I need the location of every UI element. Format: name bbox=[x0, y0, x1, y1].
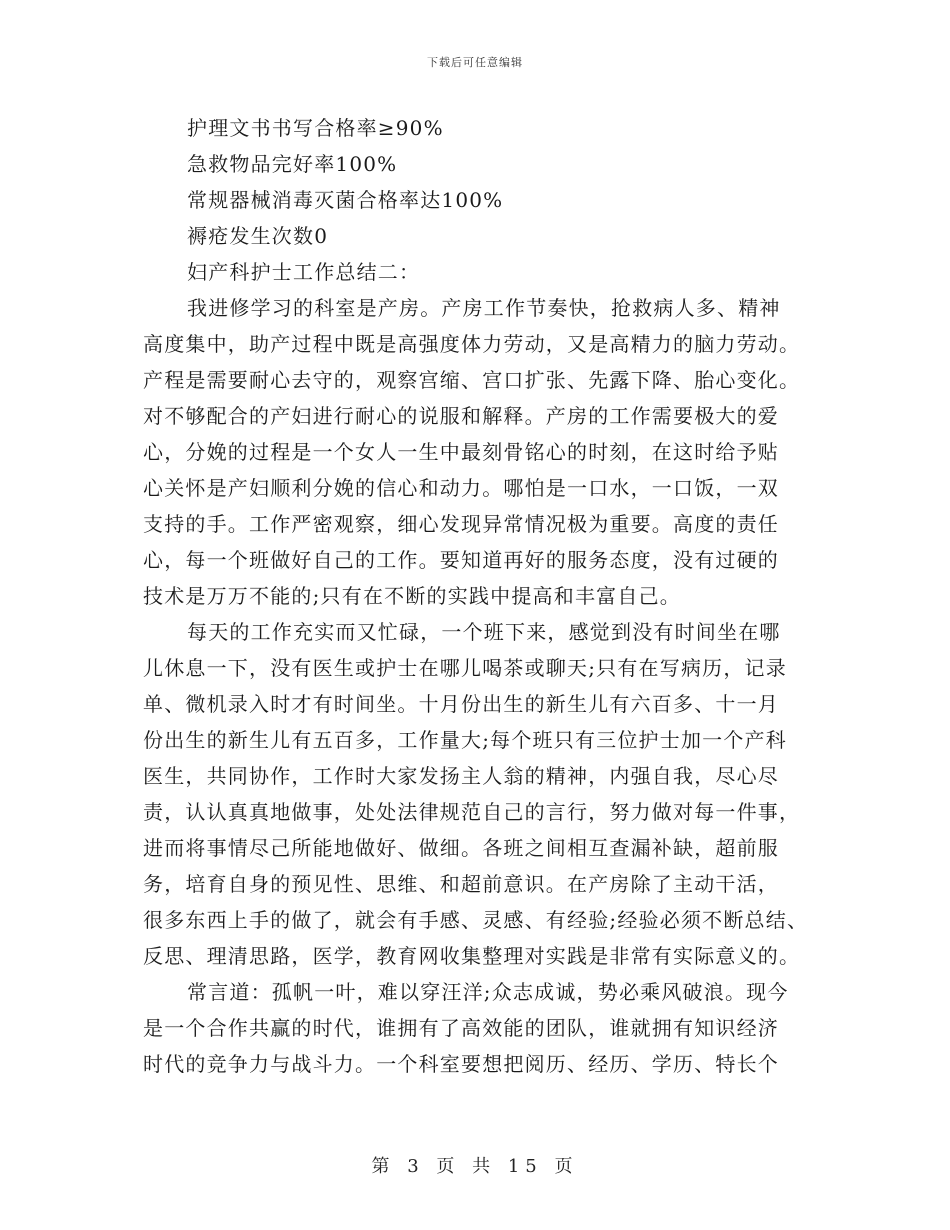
text-line: 份出生的新生儿有五百多，工作量大;每个班只有三位护士加一个产科 bbox=[143, 728, 787, 752]
page-number-footer: 第 3 页 共 15 页 bbox=[371, 1156, 579, 1177]
text-line: 妇产科护士工作总结二： bbox=[187, 260, 421, 284]
text-line: 心关怀是产妇顺利分娩的信心和动力。哪怕是一口水，一口饭，一双 bbox=[143, 476, 779, 500]
text-line: 每天的工作充实而又忙碌，一个班下来，感觉到没有时间坐在哪 bbox=[187, 620, 781, 644]
text-line: 反思、理清思路，医学，教育网收集整理对实践是非常有实际意义的。 bbox=[143, 944, 801, 968]
text-line: 务，培育自身的预见性、思维、和超前意识。在产房除了主动干活， bbox=[143, 872, 779, 896]
text-line: 心，分娩的过程是一个女人一生中最刻骨铭心的时刻，在这时给予贴 bbox=[143, 440, 779, 464]
text-line: 单、微机录入时才有时间坐。十月份出生的新生儿有六百多、十一月 bbox=[143, 692, 779, 716]
text-line: 我进修学习的科室是产房。产房工作节奏快，抢救病人多、精神 bbox=[187, 296, 781, 320]
text-line: 产程是需要耐心去守的，观察宫缩、宫口扩张、先露下降、胎心变化。 bbox=[143, 368, 801, 392]
text-line: 医生，共同协作，工作时大家发扬主人翁的精神，内强自我，尽心尽 bbox=[143, 764, 779, 788]
text-line: 儿休息一下，没有医生或护士在哪儿喝茶或聊天;只有在写病历，记录 bbox=[143, 656, 787, 680]
document-body bbox=[143, 110, 815, 1082]
text-line: 护理文书书写合格率≥90% bbox=[187, 116, 444, 140]
text-line: 责，认认真真地做事，处处法律规范自己的言行，努力做对每一件事， bbox=[143, 800, 801, 824]
text-line: 褥疮发生次数0 bbox=[187, 224, 329, 248]
text-line: 急救物品完好率100% bbox=[187, 152, 398, 176]
page-header-note: 下载后可任意编辑 bbox=[427, 56, 523, 69]
text-line: 常规器械消毒灭菌合格率达100% bbox=[187, 188, 504, 212]
text-line: 很多东西上手的做了，就会有手感、灵感、有经验;经验必须不断总结、 bbox=[143, 908, 809, 932]
text-line: 支持的手。工作严密观察，细心发现异常情况极为重要。高度的责任 bbox=[143, 512, 779, 536]
text-line: 常言道：孤帆一叶，难以穿汪洋;众志成诚，势必乘风破浪。现今 bbox=[187, 980, 789, 1004]
text-line: 时代的竞争力与战斗力。一个科室要想把阅历、经历、学历、特长个 bbox=[143, 1052, 779, 1076]
text-line: 技术是万万不能的;只有在不断的实践中提高和丰富自己。 bbox=[143, 584, 681, 608]
text-line: 是一个合作共赢的时代，谁拥有了高效能的团队，谁就拥有知识经济 bbox=[143, 1016, 779, 1040]
text-line: 对不够配合的产妇进行耐心的说服和解释。产房的工作需要极大的爱 bbox=[143, 404, 779, 428]
text-line: 高度集中，助产过程中既是高强度体力劳动，又是高精力的脑力劳动。 bbox=[143, 332, 801, 356]
text-line: 进而将事情尽己所能地做好、做细。各班之间相互查漏补缺，超前服 bbox=[143, 836, 779, 860]
text-line: 心，每一个班做好自己的工作。要知道再好的服务态度，没有过硬的 bbox=[143, 548, 779, 572]
